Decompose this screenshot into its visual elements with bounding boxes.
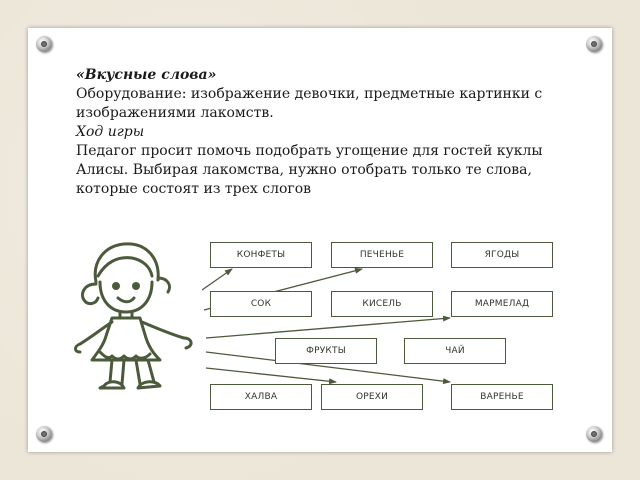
word-card-varenye[interactable]: ВАРЕНЬЕ xyxy=(451,384,553,410)
girl-drawing xyxy=(76,244,192,388)
word-card-yagody[interactable]: ЯГОДЫ xyxy=(451,242,553,268)
equipment-text: Оборудование: изображение девочки, предметные картинки с изображениями лакомств. xyxy=(76,86,543,121)
word-card-sok[interactable]: СОК xyxy=(210,291,312,317)
word-card-orehi[interactable]: ОРЕХИ xyxy=(321,384,423,410)
word-card-konfety[interactable]: КОНФЕТЫ xyxy=(210,242,312,268)
word-card-chai[interactable]: ЧАЙ xyxy=(404,338,506,364)
word-card-marmelad[interactable]: МАРМЕЛАД xyxy=(451,291,553,317)
word-card-kisel[interactable]: КИСЕЛЬ xyxy=(331,291,433,317)
word-card-frukty[interactable]: ФРУКТЫ xyxy=(275,338,377,364)
game-title: «Вкусные слова» xyxy=(76,67,217,83)
arrows xyxy=(202,269,450,382)
game-progress-heading: Ход игры xyxy=(76,124,145,140)
game-description: Педагог просит помочь подобрать угощение для гостей куклы Алисы. Выбирая лакомства, нужно отобрать только те слова, которые состоят из трех слогов xyxy=(76,143,543,197)
word-card-pechenye[interactable]: ПЕЧЕНЬЕ xyxy=(331,242,433,268)
word-card-halva[interactable]: ХАЛВА xyxy=(210,384,312,410)
